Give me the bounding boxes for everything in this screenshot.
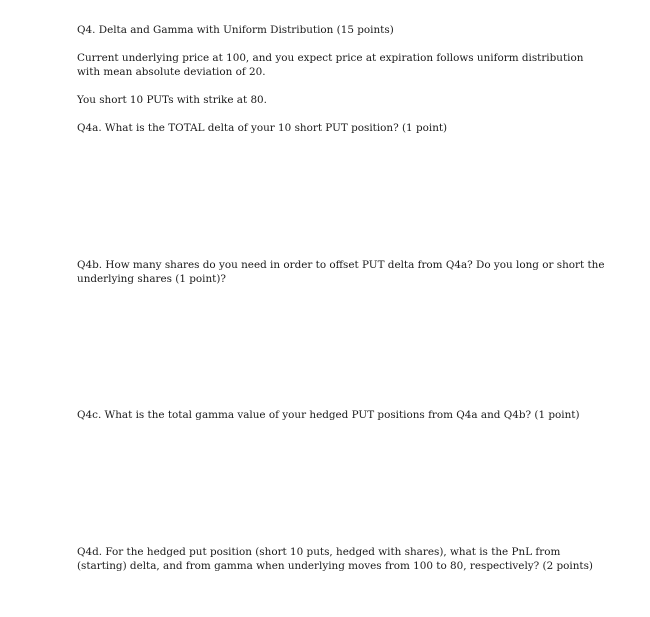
question-q4c: Q4c. What is the total gamma value of your hedged PUT positions from Q4a and Q4b? (1 point): [77, 409, 580, 421]
question-q4d: Q4d. For the hedged put position (short 10 puts, hedged with shares), what is the PnL from (starting) delta, and from gamma when underlying moves from 100 to 80, respectively? (2 points): [77, 546, 593, 572]
question-q4b: Q4b. How many shares do you need in order to offset PUT delta from Q4a? Do you long or short the underlying shares (1 point)?: [77, 259, 605, 285]
question-title: Q4. Delta and Gamma with Uniform Distribution (15 points): [77, 24, 394, 36]
position-statement: You short 10 PUTs with strike at 80.: [77, 94, 267, 106]
intro-paragraph: Current underlying price at 100, and you expect price at expiration follows uniform distribution with mean absolute deviation of 20.: [77, 52, 584, 78]
question-q4a: Q4a. What is the TOTAL delta of your 10 short PUT position? (1 point): [77, 122, 448, 134]
